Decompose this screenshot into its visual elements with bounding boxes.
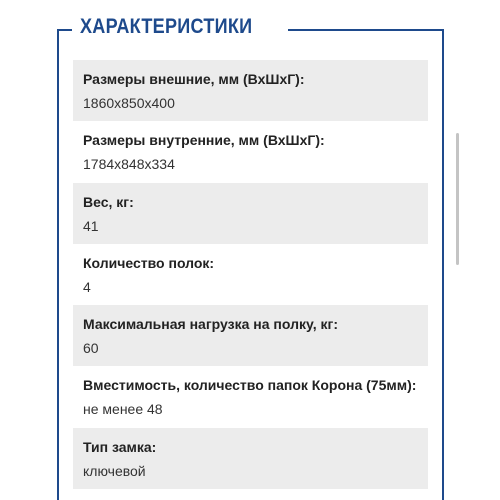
- spec-value: 4: [83, 278, 91, 295]
- section-title-wrap: [72, 12, 288, 42]
- spec-row-shelf-count: [73, 244, 428, 305]
- spec-value: ключевой: [83, 462, 146, 479]
- spec-row-folder-capacity: [73, 366, 428, 427]
- spec-value: 1860x850x400: [83, 95, 175, 111]
- spec-value: 1784x848x334: [83, 156, 175, 173]
- spec-value: 41: [83, 217, 99, 234]
- spec-row-max-shelf-load: [73, 305, 428, 366]
- spec-label: Тип замка:: [83, 438, 157, 455]
- scrollbar[interactable]: [456, 133, 459, 265]
- spec-row-weight: [73, 183, 428, 244]
- spec-row-internal-dimensions: [73, 121, 428, 182]
- spec-row-lock-type: [73, 428, 428, 489]
- spec-row-external-dimensions: [73, 60, 428, 121]
- spec-label: Размеры внутренние, мм (ВхШхГ):: [83, 132, 325, 149]
- spec-label: Вес, кг:: [83, 193, 134, 210]
- spec-label: Вместимость, количество папок Корона (75мм):: [83, 377, 417, 394]
- spec-list: [73, 60, 428, 489]
- spec-value: не менее 48: [83, 401, 163, 418]
- spec-label: Количество полок:: [83, 254, 215, 271]
- spec-label: Максимальная нагрузка на полку, кг:: [83, 316, 338, 333]
- spec-label: Размеры внешние, мм (ВхШхГ):: [83, 71, 305, 87]
- spec-value: 60: [83, 340, 99, 357]
- section-title: ХАРАКТЕРИСТИКИ: [80, 15, 253, 38]
